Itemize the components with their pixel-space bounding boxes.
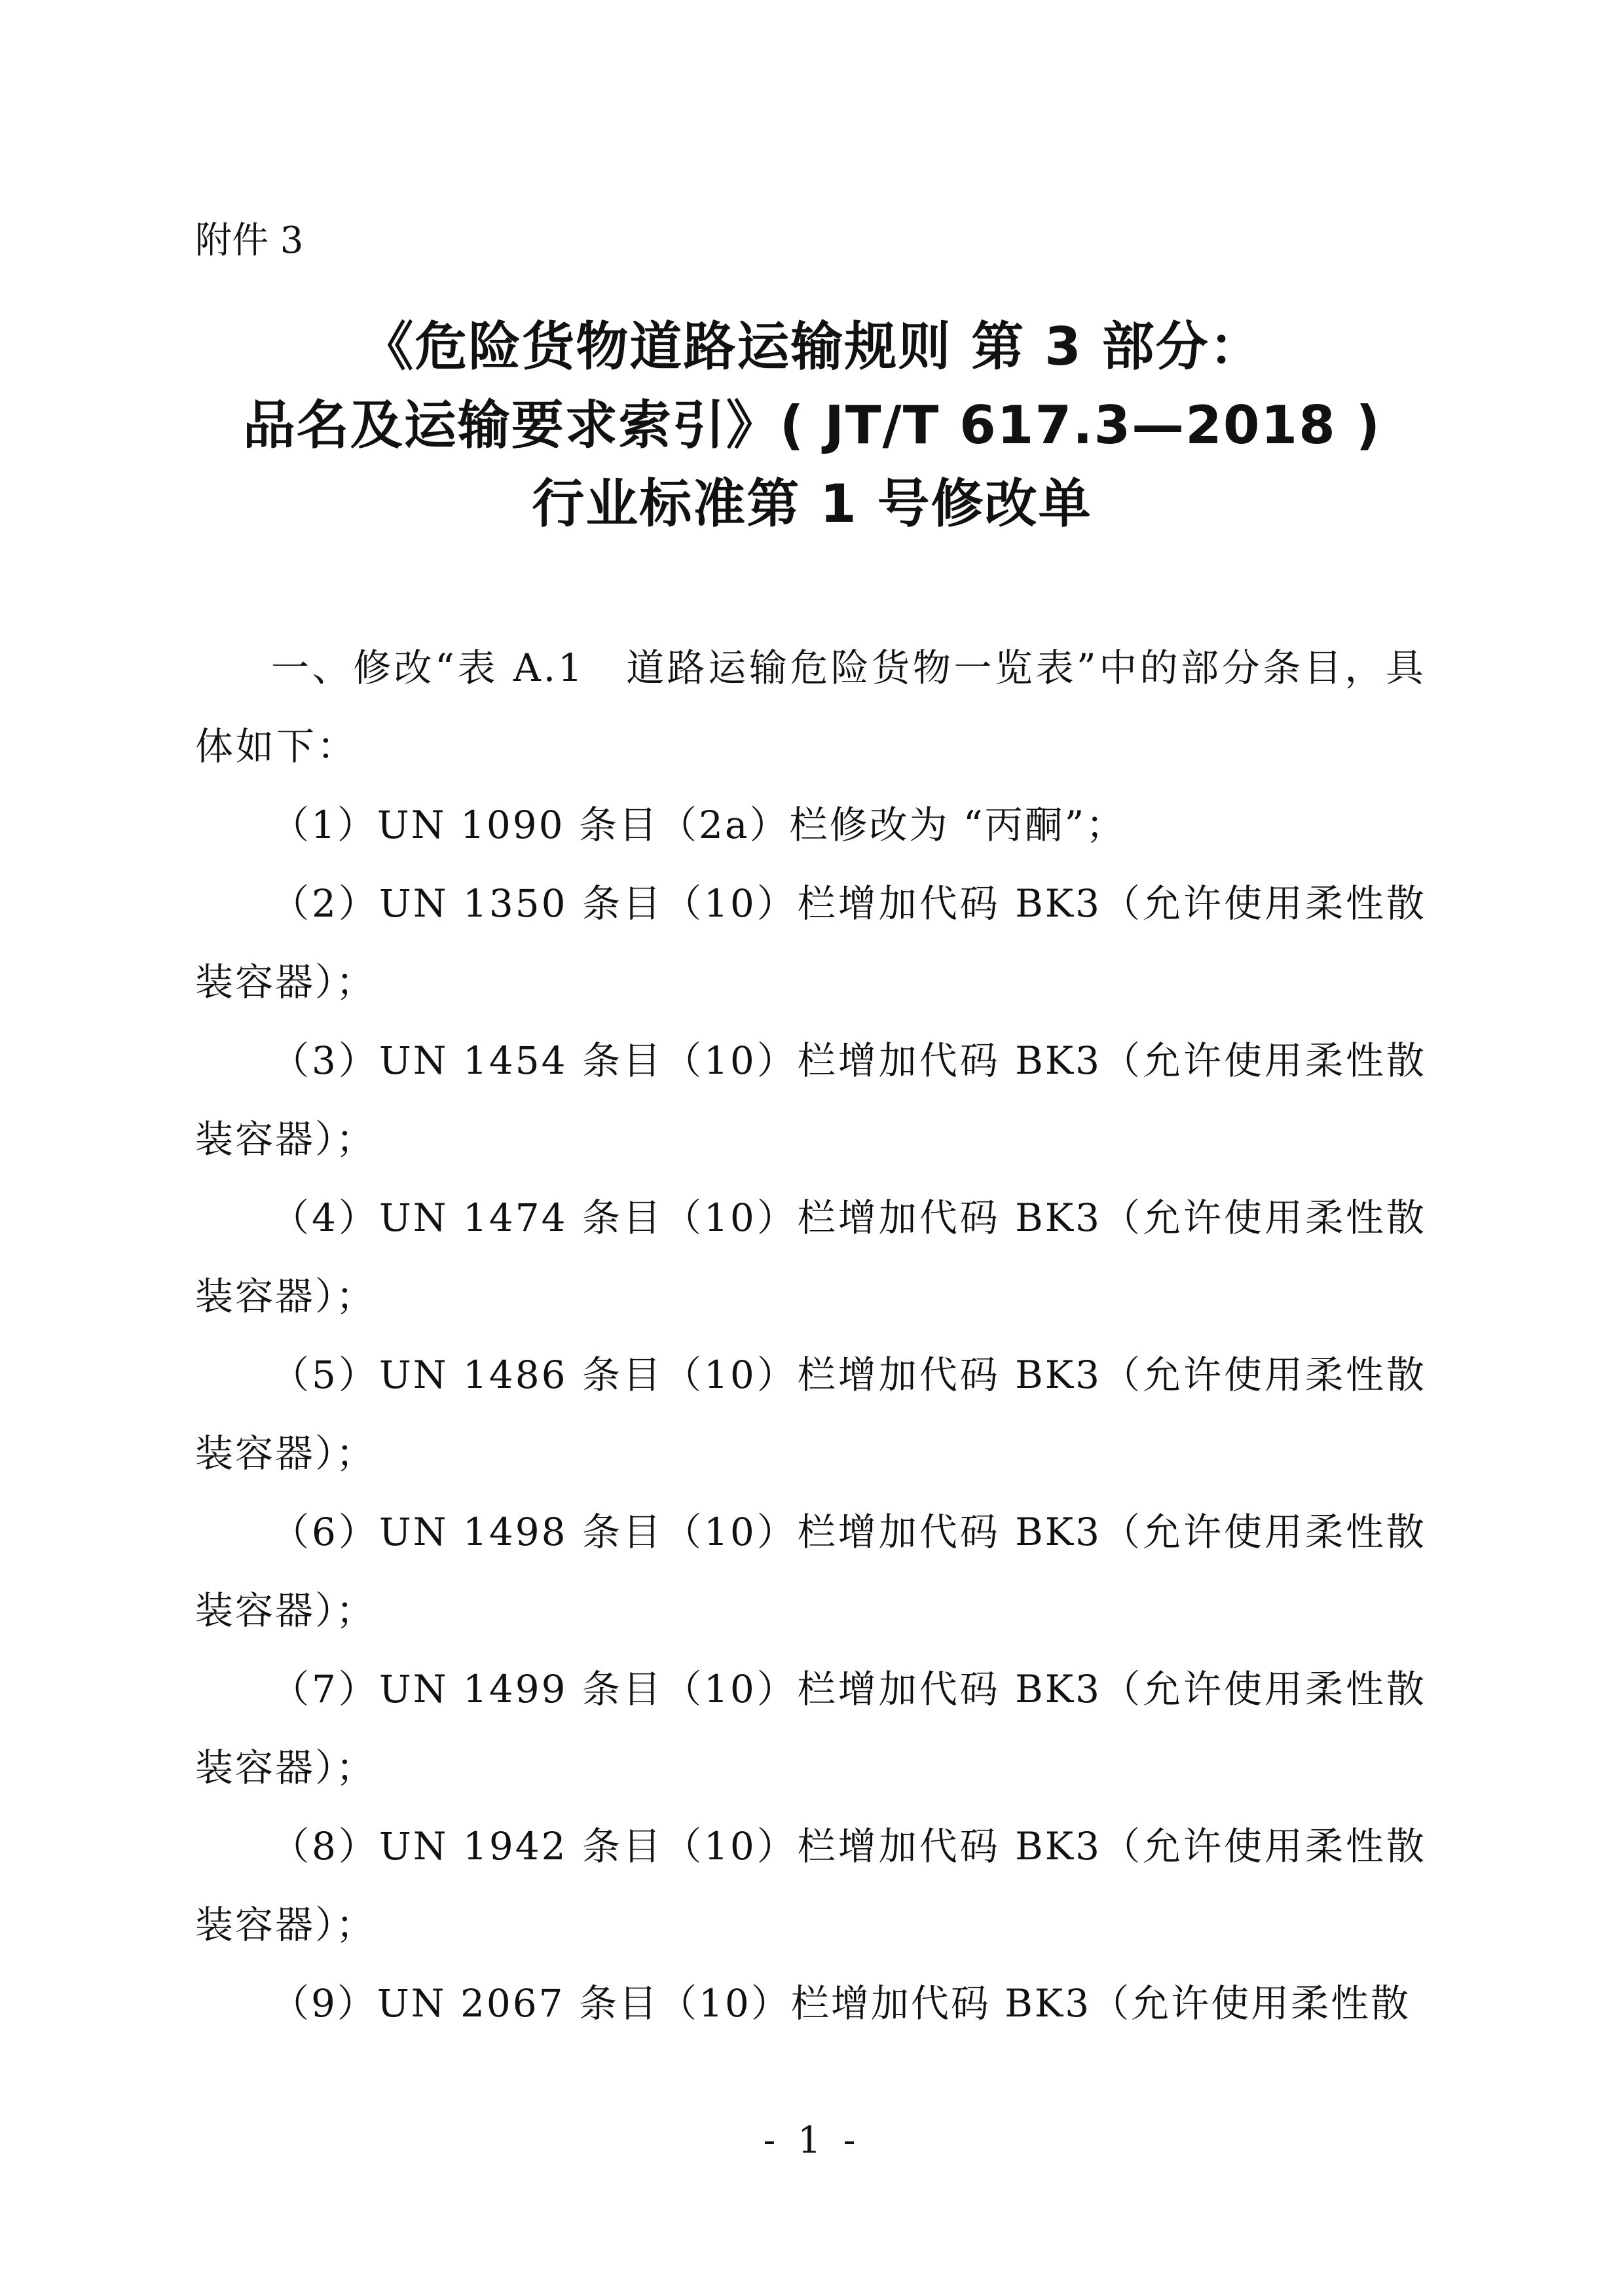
document-body — [195, 629, 1426, 2043]
intro-paragraph: 一、修改“表 A.1 道路运输危险货物一览表”中的部分条目，具体如下： — [195, 646, 1426, 769]
page-number: - 1 - — [763, 2119, 861, 2162]
amendment-item-2: （2）UN 1350 条目（10）栏增加代码 BK3（允许使用柔性散装容器）； — [195, 881, 1426, 1004]
title-line-1: 《危险货物道路运输规则 第 3 部分： — [361, 316, 1263, 377]
amendment-item-3: （3）UN 1454 条目（10）栏增加代码 BK3（允许使用柔性散装容器）； — [195, 1038, 1426, 1161]
amendment-item-9: （9）UN 2067 条目（10）栏增加代码 BK3（允许使用柔性散 — [271, 1981, 1411, 2026]
document-title — [0, 308, 1624, 543]
amendment-item-7: （7）UN 1499 条目（10）栏增加代码 BK3（允许使用柔性散装容器）； — [195, 1667, 1426, 1790]
attachment-label: 附件 3 — [195, 219, 304, 262]
amendment-item-8: （8）UN 1942 条目（10）栏增加代码 BK3（允许使用柔性散装容器）； — [195, 1824, 1426, 1947]
amendment-item-5: （5）UN 1486 条目（10）栏增加代码 BK3（允许使用柔性散装容器）； — [195, 1353, 1426, 1476]
amendment-item-4: （4）UN 1474 条目（10）栏增加代码 BK3（允许使用柔性散装容器）； — [195, 1195, 1426, 1319]
title-line-3: 行业标准第 1 号修改单 — [532, 473, 1092, 534]
amendment-item-6: （6）UN 1498 条目（10）栏增加代码 BK3（允许使用柔性散装容器）； — [195, 1510, 1426, 1633]
amendment-item-1: （1）UN 1090 条目（2a）栏修改为 “丙酮”； — [271, 803, 1126, 847]
title-line-2: 品名及运输要求索引》( JT/T 617.3—2018 ) — [242, 395, 1382, 456]
